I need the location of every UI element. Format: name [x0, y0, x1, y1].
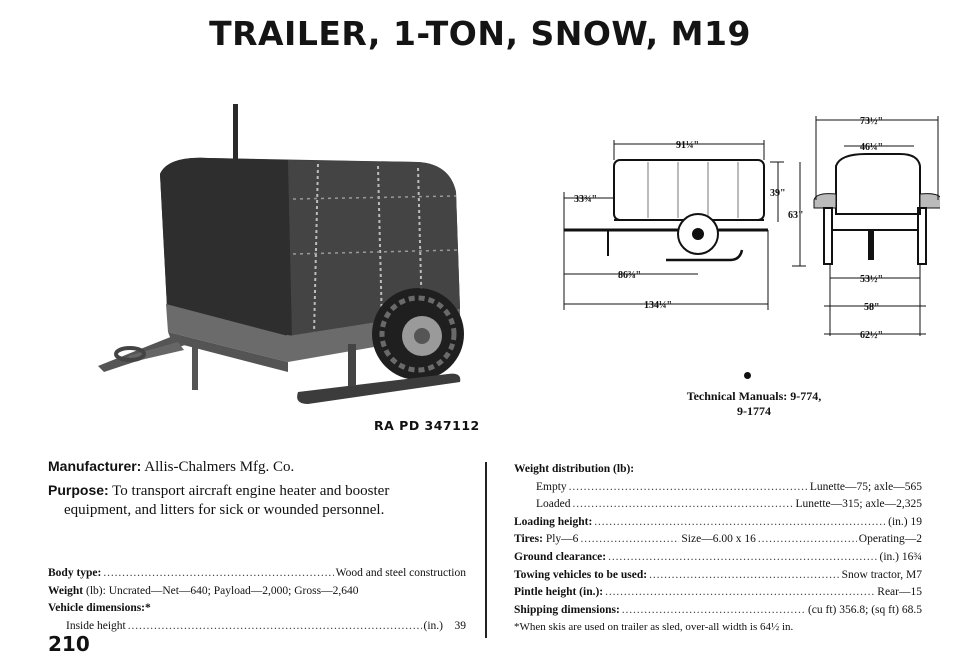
loading-height-label: Loading height: — [514, 515, 593, 528]
dim-rear-overall-width: 73½" — [860, 116, 884, 127]
column-divider — [485, 462, 487, 638]
inside-height-unit: (in.) — [423, 619, 443, 632]
towing-value: Snow tractor, M7 — [841, 568, 922, 581]
purpose-value-1: To transport aircraft engine heater and booster — [112, 483, 390, 499]
dim-rear-body-width: 46¼" — [860, 142, 884, 153]
manufacturer — [48, 457, 466, 477]
tires-label: Tires: — [514, 533, 543, 546]
spec-towing-vehicles — [514, 567, 922, 585]
spec-empty — [514, 479, 922, 497]
spec-loaded — [514, 496, 922, 514]
spec-ground-clearance — [514, 549, 922, 567]
spec-weight-distribution — [514, 461, 922, 479]
pintle-label: Pintle height (in.): — [514, 586, 604, 599]
trailer-photo — [88, 104, 498, 416]
dimension-diagram — [548, 104, 940, 364]
dim-tongue-length: 33¾" — [574, 194, 598, 205]
dim-overall-length: 134¼" — [644, 300, 673, 311]
pintle-value: Rear—15 — [877, 586, 922, 599]
ground-clearance-value: (in.) 16¾ — [879, 550, 922, 563]
loaded-label: Loaded — [536, 498, 571, 511]
dim-overall-tread: 62½" — [860, 330, 884, 341]
shipping-value: (cu ft) 356.8; (sq ft) 68.5 — [807, 603, 922, 616]
dim-ski-tread: 53½" — [860, 274, 884, 285]
loaded-value: Lunette—315; axle—2,325 — [795, 498, 922, 511]
left-spec-column — [48, 457, 466, 635]
purpose — [48, 481, 466, 520]
empty-label: Empty — [536, 480, 567, 493]
inside-height-label: Inside height — [66, 619, 126, 632]
spec-tires — [514, 531, 922, 549]
dim-hitch-to-axle: 86⅜" — [618, 270, 642, 281]
dim-overall-body-length: 91¼" — [676, 140, 700, 151]
technical-manuals-line2: 9-1774 — [737, 404, 771, 418]
purpose-label: Purpose: — [48, 482, 109, 498]
spec-shipping-dimensions — [514, 602, 922, 620]
weight-label: Weight — [48, 584, 84, 597]
technical-manuals — [654, 389, 854, 419]
towing-label: Towing vehicles to be used: — [514, 568, 648, 581]
empty-value: Lunette—75; axle—565 — [809, 480, 922, 493]
right-spec-column — [514, 461, 922, 636]
spec-loading-height — [514, 514, 922, 532]
spec-vehicle-dimensions — [48, 600, 466, 618]
spec-weight — [48, 583, 466, 601]
manufacturer-label: Manufacturer: — [48, 458, 142, 474]
tires-size: Size—6.00 x 16 — [681, 533, 756, 546]
spec-body-type — [48, 565, 466, 583]
vehicle-dimensions-label: Vehicle dimensions:* — [48, 602, 151, 615]
footnote: *When skis are used on trailer as sled, over-all width is 64½ in. — [514, 621, 794, 634]
weight-distribution-label: Weight distribution (lb): — [514, 463, 635, 475]
tires-ply: Ply—6 — [545, 533, 579, 546]
manufacturer-value: Allis-Chalmers Mfg. Co. — [144, 459, 295, 475]
shipping-label: Shipping dimensions: — [514, 603, 620, 616]
loading-height-value: (in.) 19 — [888, 515, 922, 528]
spec-pintle-height — [514, 584, 922, 602]
dim-overall-height: 63" — [788, 210, 804, 221]
dim-wheel-tread: 58" — [864, 302, 880, 313]
body-type-value: Wood and steel construction — [335, 567, 466, 579]
tires-operating: Operating—2 — [858, 533, 923, 546]
technical-manuals-line1: Technical Manuals: 9-774, — [686, 389, 822, 403]
photo-caption: RA PD 347112 — [374, 418, 480, 433]
bullet-mark — [744, 372, 751, 379]
page-number: 210 — [48, 632, 90, 656]
inside-height-value: 39 — [454, 619, 466, 632]
ground-clearance-label: Ground clearance: — [514, 550, 607, 563]
page-title: TRAILER, 1-TON, SNOW, M19 — [209, 14, 751, 53]
body-type-label: Body type: — [48, 567, 102, 579]
purpose-value-2: equipment, and litters for sick or wounded personnel. — [64, 502, 385, 518]
spec-inside-height — [48, 618, 466, 636]
weight-value: (lb): Uncrated—Net—640; Payload—2,000; Gross—2,640 — [86, 584, 359, 597]
dim-body-height: 39" — [770, 188, 786, 199]
